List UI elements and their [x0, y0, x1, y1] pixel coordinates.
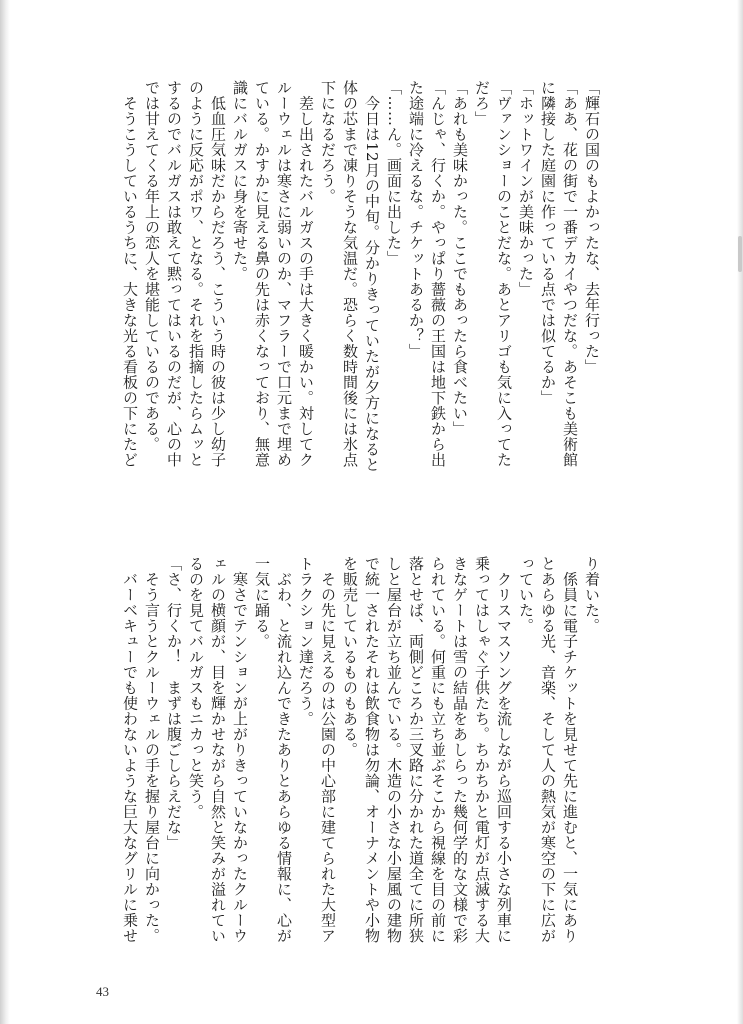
text-line: ルーウェルは寒さに弱いのか、マフラーで口元まで埋め [275, 80, 293, 468]
text-line: ている。かすかに見える鼻の先は赤くなっており、無意 [253, 80, 271, 468]
text-line: のように反応がポワ、となる。それを指摘したらムッと [187, 80, 205, 468]
text-line: 「ああ、花の街で一番デカイやつだな。あそこも美術館 [561, 80, 579, 468]
text-line: クリスマスソングを流しながら巡回する小さな列車に [495, 556, 513, 944]
text-line: 「さ、行くか！ まずは腹ごしらえだな」 [165, 556, 183, 851]
text-line: た途端に冷えるな。チケットあるか？」 [407, 80, 425, 359]
page-right-edge [737, 0, 743, 1024]
text-line: だろ」 [473, 80, 491, 127]
text-line: 識にバルガスに身を寄せた。 [231, 80, 249, 282]
scroll-indicator[interactable] [738, 236, 742, 272]
text-line: しと屋台が立ち並んでいる。木造の小さな小屋風の建物 [385, 556, 403, 944]
text-line: られている。何重にも立ち並ぶそこから視線を目の前に [429, 556, 447, 944]
text-line: そうこうしているうちに、大きな光る看板の下にたど [121, 80, 139, 468]
text-line: 「輝石の国のもよかったな、去年行った」 [583, 80, 601, 375]
text-line: 落とせば、両側どころか三叉路に分かれた道全てに所狭 [407, 556, 425, 944]
text-line: 寒さでテンションが上がりきっていなかったクルーウ [231, 556, 249, 944]
text-line: に隣接した庭園に作っている点では似てるか」 [539, 80, 557, 406]
text-line: 「ホットワインが美味かった」 [517, 80, 535, 297]
text-line: 下になるだろう。 [319, 80, 337, 204]
text-line: トラクション達だろう。 [297, 556, 315, 727]
text-line: で統一されたそれは飲食物は勿論、オーナメントや小物 [363, 556, 381, 944]
text-line: きなゲートは雪の結晶をあしらった幾何学的な文様で彩 [451, 556, 469, 944]
text-block-top [119, 80, 603, 490]
text-line: では甘えてくる年上の恋人を堪能しているのである。 [143, 80, 161, 452]
text-line: るのを見てバルガスもニカっと笑う。 [187, 556, 205, 820]
text-line: そう言うとクルーウェルの手を握り屋台に向かった。 [143, 556, 161, 944]
text-line: っていた。 [517, 556, 535, 634]
text-line: 今日は12月の中旬。分かりきっていたが夕方になると [363, 80, 381, 473]
text-line: 「ヴァンショーのことだな。あとアリゴも気に入ってた [495, 80, 513, 468]
text-line: バーベキューでも使わないような巨大なグリルに乗せ [121, 556, 139, 944]
text-line: 一気に踊る。 [253, 556, 271, 649]
text-line: 体の芯まで凍りそうな気温だ。恐らく数時間後には氷点 [341, 80, 359, 468]
text-line: 低血圧気味だからだろう、こういう時の彼は少し幼子 [209, 80, 227, 468]
text-line: するのでバルガスは敢えて黙ってはいるのだが、心の中 [165, 80, 183, 468]
text-line: を販売しているものもある。 [341, 556, 359, 758]
text-line: 「んじゃ、行くか。やっぱり薔薇の王国は地下鉄から出 [429, 80, 447, 468]
text-line: り着いた。 [583, 556, 601, 634]
text-line: ェルの横顔が、目を輝かせながら自然と笑みが溢れてい [209, 556, 227, 944]
text-line: ぶわ、と流れ込んできたありとあらゆる情報に、心が [275, 556, 293, 944]
page-left-edge-shadow [0, 0, 10, 1024]
text-block-bottom [119, 556, 603, 966]
text-line: 乗ってはしゃぐ子供たち。ちかちかと電灯が点滅する大 [473, 556, 491, 944]
text-line: とあらゆる光、音楽、そして人の熱気が寒空の下に広が [539, 556, 557, 944]
text-line: 係員に電子チケットを見せて先に進むと、一気にあり [561, 556, 579, 944]
page-number: 43 [96, 984, 109, 999]
text-line: 差し出されたバルガスの手は大きく暖かい。対してク [297, 80, 315, 468]
text-line: 「……ん。画面に出した」 [385, 80, 403, 266]
text-line: その先に見えるのは公園の中心部に建てられた大型ア [319, 556, 337, 944]
text-line: 「あれも美味かった。ここでもあったら食べたい」 [451, 80, 469, 437]
